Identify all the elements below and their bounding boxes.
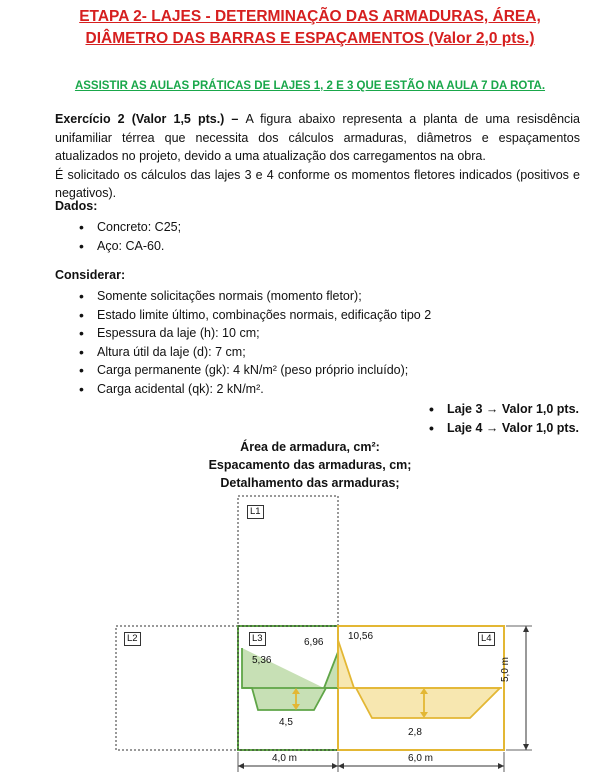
moment-l3-neg-right: 6,96 [304,637,324,648]
slab-label-l2: L2 [124,632,141,646]
exercise-label: Exercício 2 (Valor 1,5 pts.) [55,112,225,126]
moment-l4-positive: 2,8 [408,727,422,738]
request-spacing: Espacamento das armaduras, cm; [208,458,412,472]
arrowhead-icon [523,626,529,632]
list-item: • Somente solicitações normais (momento fletor); [55,287,431,306]
slab-label-l4: L4 [478,632,495,646]
dados-heading: Dados: [55,199,98,213]
dim-label-l4-width: 6,0 m [408,753,434,764]
list-item: • Altura útil da laje (d): 7 cm; [55,343,431,362]
exercise-text: A figura abaixo representa a planta de uma resisdência unifamiliar térrea que necessita dos cálculos armaduras, diâmetros e espaçamentos atualizados no projeto, devido a uma atualização dos carregamentos na obra. [55,112,581,163]
points-value: Valor 1,0 pts. [501,420,580,435]
arrow-icon: → [485,402,499,416]
moment-l3-neg-left: 5,36 [252,655,272,666]
instruction-subtitle: ASSISTIR AS AULAS PRÁTICAS DE LAJES 1, 2 E 3 QUE ESTÃO NA AULA 7 DA ROTA. [74,80,546,92]
slab-label-l1: L1 [247,505,264,519]
exercise-text-2: É solicitado os cálculos das lajes 3 e 4 conforme os momentos fletores indicados (positivos e negativos). [55,167,580,200]
slab-label-l3: L3 [249,632,266,646]
moment-l3-positive: 4,5 [279,717,293,728]
list-item: • Aço: CA-60. [55,237,181,256]
arrowhead-icon [238,763,244,769]
list-item: • Espessura da laje (h): 10 cm; [55,324,431,343]
points-value: Valor 1,0 pts. [501,402,580,416]
list-item: • Carga permanente (gk): 4 kN/m² (peso próprio incluído); [55,361,431,380]
list-item: • Concreto: C25; [55,218,181,237]
arrow-icon: → [485,420,499,435]
moment-l4-neg-left: 10,56 [348,631,374,642]
list-item: • Carga acidental (qk): 2 kN/m². [55,380,431,399]
list-item: • Estado limite último, combinações normais, edificação tipo 2 [55,306,431,325]
request-detailing: Detalhamento das armaduras; [220,476,400,490]
considerar-heading: Considerar: [55,268,126,282]
slab-name: Laje 3 [447,402,483,416]
exercise-dash: – [224,112,246,126]
slab-name: Laje 4 [447,420,483,435]
l4-moment-diagram [338,640,500,718]
arrowhead-icon [523,744,529,750]
arrowhead-icon [498,763,504,769]
dim-label-l3-width: 4,0 m [272,753,298,764]
arrowhead-icon [338,763,344,769]
title-line-1: ETAPA 2- LAJES - DETERMINAÇÃO DAS ARMADURAS, ÁREA, [79,8,541,25]
arrowhead-icon [332,763,338,769]
dim-label-height: 5,0 m [500,656,511,682]
request-area: Área de armadura, cm²: [240,440,380,454]
title-line-2: DIÂMETRO DAS BARRAS E ESPAÇAMENTOS (Valor 2,0 pts.) [85,30,535,47]
